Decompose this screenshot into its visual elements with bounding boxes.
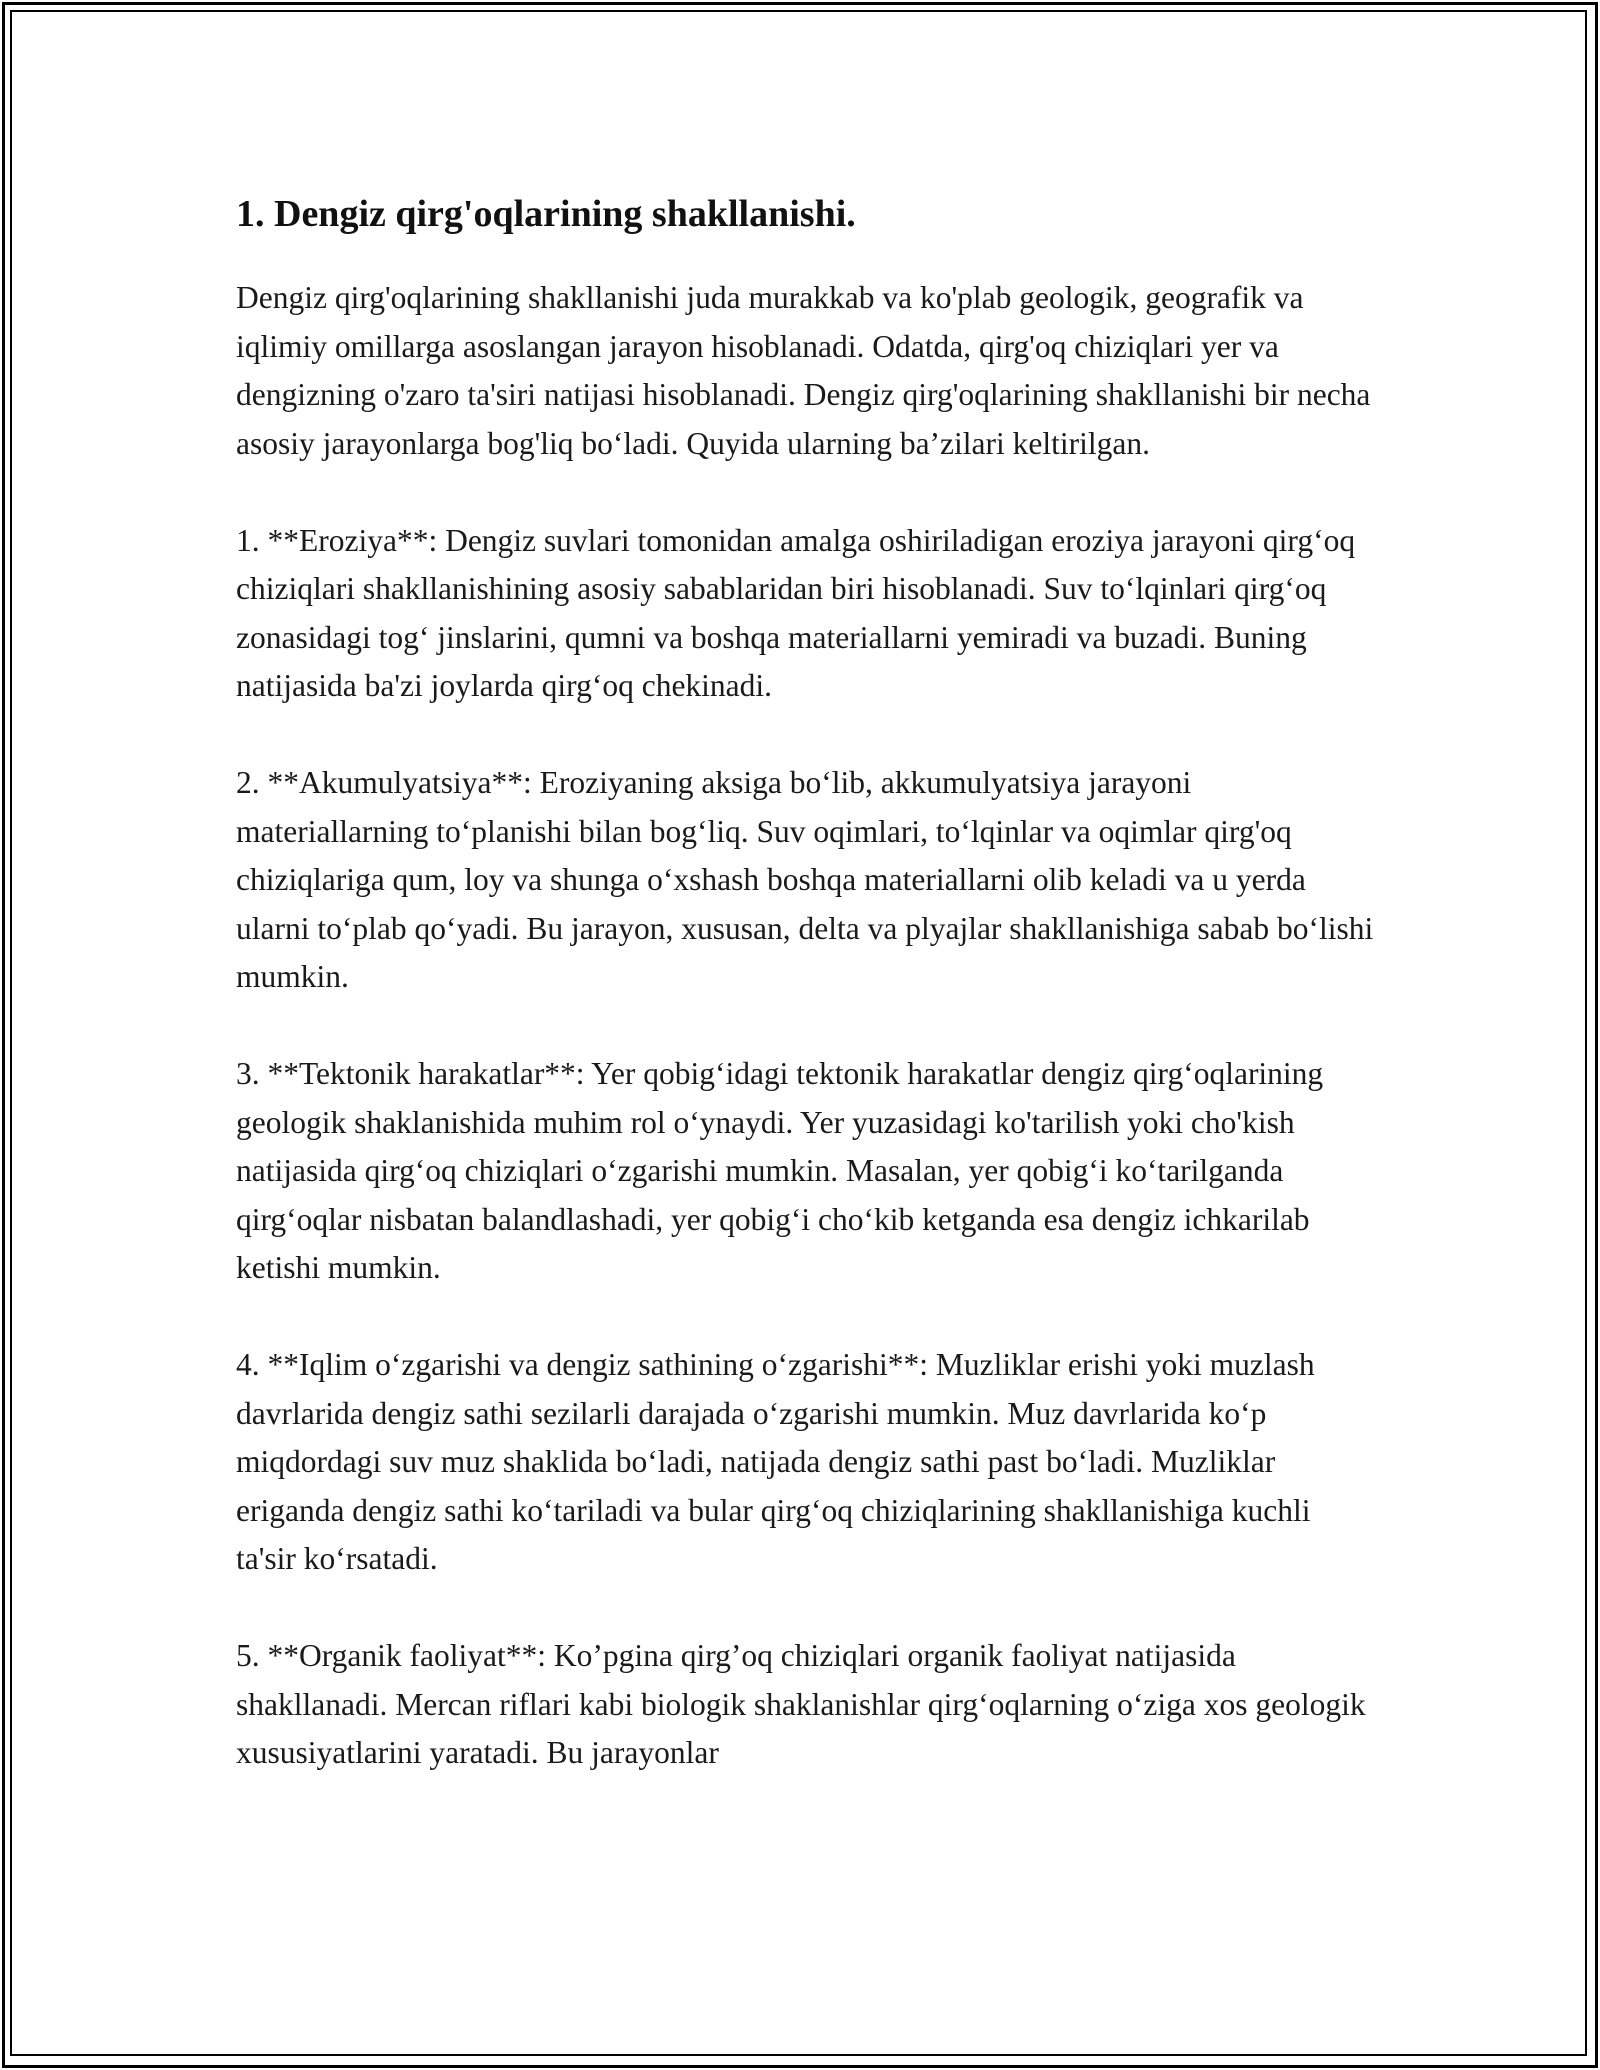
- intro-paragraph: Dengiz qirg'oqlarining shakllanishi juda murakkab va ko'plab geologik, geografik va iqlimiy omillarga asoslangan jarayon hisoblanadi. Odatda, qirg'oq chiziqlari yer va dengizning o'zaro ta'siri natijasi hisoblanadi. Dengiz qirg'oqlarining shakllanishi bir necha asosiy jarayonlarga bog'liq bo‘ladi. Quyida ularning ba’zilari keltirilgan.: [236, 280, 1371, 461]
- paragraph-iqlim-ozgarishi: 4. **Iqlim o‘zgarishi va dengiz sathining o‘zgarishi**: Muzliklar erishi yoki muzlash davrlarida dengiz sathi sezilarli darajada o‘zgarishi mumkin. Muz davrlarida ko‘p miqdordagi suv muz shaklida bo‘ladi, natijada dengiz sathi past bo‘ladi. Muzliklar eriganda dengiz sathi ko‘tariladi va bular qirg‘oq chiziqlarining shakllanishiga kuchli ta'sir ko‘rsatadi.: [236, 1347, 1315, 1576]
- paragraph-eroziya: 1. **Eroziya**: Dengiz suvlari tomonidan amalga oshiriladigan eroziya jarayoni qirg‘oq chiziqlari shakllanishining asosiy sabablaridan biri hisoblanadi. Suv to‘lqinlari qirg‘oq zonasidagi tog‘ jinslarini, qumni va boshqa materiallarni yemiradi va buzadi. Buning natijasida ba'zi joylarda qirg‘oq chekinadi.: [236, 522, 1356, 703]
- paragraph-tektonik-harakatlar: 3. **Tektonik harakatlar**: Yer qobig‘idagi tektonik harakatlar dengiz qirg‘oqlarining geologik shaklanishida muhim rol o‘ynaydi. Yer yuzasidagi ko'tarilish yoki cho'kish natijasida qirg‘oq chiziqlari o‘zgarishi mumkin. Masalan, yer qobig‘i ko‘tarilganda qirg‘oqlar nisbatan balandlashadi, yer qobig‘i cho‘kib ketganda esa dengiz ichkarilab ketishi mumkin.: [236, 1056, 1324, 1285]
- section-heading: 1. Dengiz qirg'oqlarining shakllanishi.: [236, 193, 856, 235]
- paragraph-akumulyatsiya: 2. **Akumulyatsiya**: Eroziyaning aksiga bo‘lib, akkumulyatsiya jarayoni materiallarning to‘planishi bilan bog‘liq. Suv oqimlari, to‘lqinlar va oqimlar qirg'oq chiziqlariga qum, loy va shunga o‘xshash boshqa materiallarni olib keladi va u yerda ularni to‘plab qo‘yadi. Bu jarayon, xususan, delta va plyajlar shakllanishiga sabab bo‘lishi mumkin.: [236, 765, 1374, 994]
- document-body: [236, 186, 1376, 1826]
- paragraph-organik-faoliyat: 5. **Organik faoliyat**: Ko’pgina qirg’oq chiziqlari organik faoliyat natijasida shakllanadi. Mercan riflari kabi biologik shaklanishlar qirg‘oqlarning o‘ziga xos geologik xususiyatlarini yaratadi. Bu jarayonlar: [236, 1638, 1366, 1770]
